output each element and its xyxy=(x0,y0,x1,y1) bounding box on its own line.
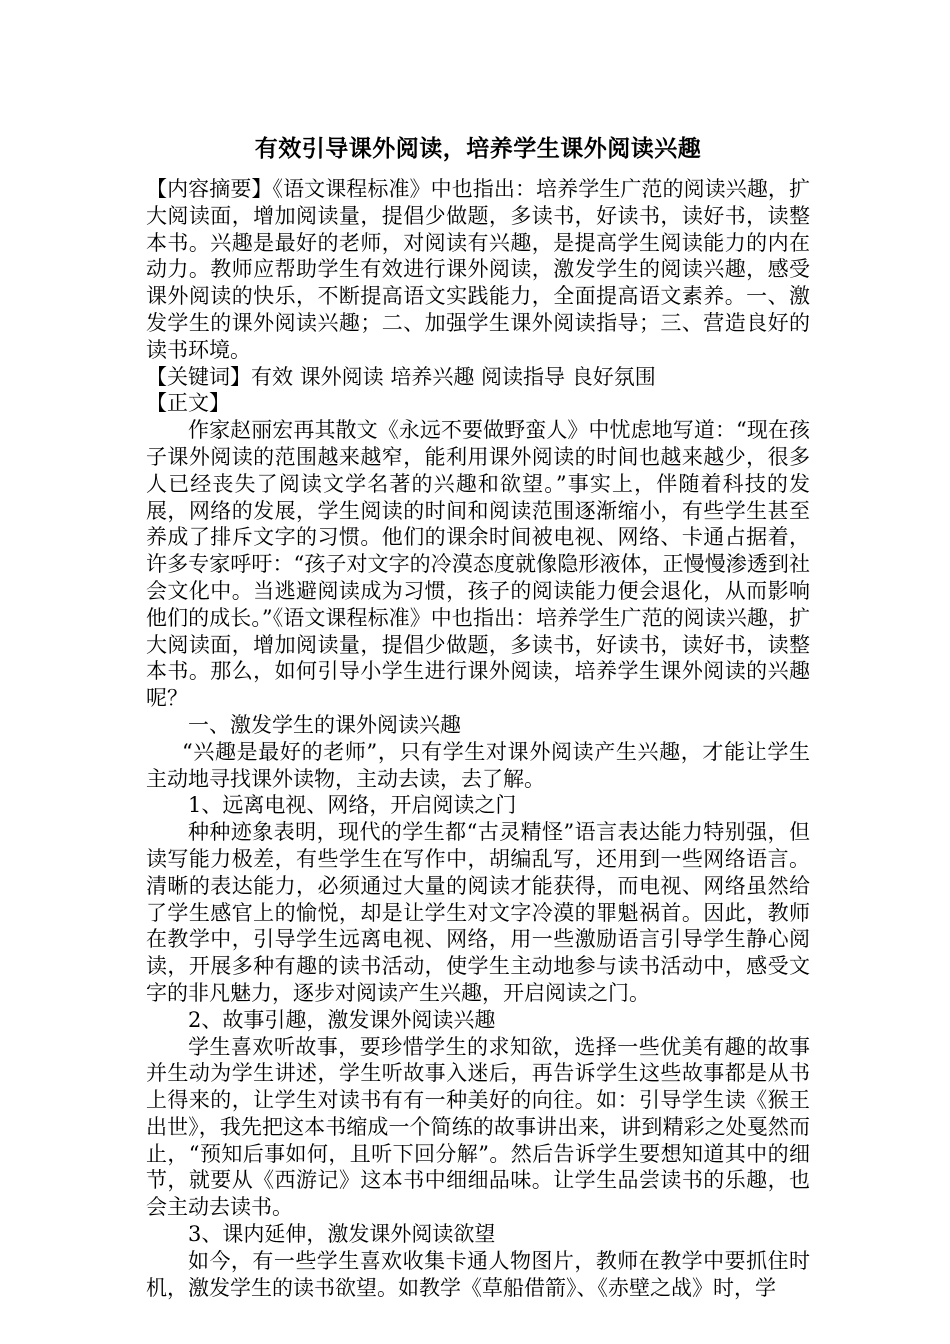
body-paragraph-stories: 学生喜欢听故事，要珍惜学生的求知欲，选择一些优美有趣的故事并生动为学生讲述，学生听故事入迷后，再告诉学生这些故事都是从书上得来的，让学生对读书有有一种美好的向往。如：引导学生读《猴王出世》，我先把这本书缩成一个简练的故事讲出来，讲到精彩之处戛然而止，“预知后事如何，且听下回分解”。然后告诉学生要想知道其中的细节，就要从《西游记》这本书中细细品味。让学生品尝读书的乐趣，也会主动去读书。 xyxy=(146,1034,810,1220)
body-paragraph-intro: 作家赵丽宏再其散文《永远不要做野蛮人》中忧虑地写道：“现在孩子课外阅读的范围越来越窄，能利用课外阅读的时间也越来越少，很多人已经丧失了阅读文学名著的兴趣和欲望。”事实上，伴随着科技的发展，网络的发展，学生阅读的时间和阅读范围逐渐缩小，有些学生甚至养成了排斥文字的习惯。他们的课余时间被电视、网络、卡通占据着，许多专家呼吁：“孩子对文字的冷漠态度就像隐形液体，正慢慢渗透到社会文化中。当逃避阅读成为习惯，孩子的阅读能力便会退化，从而影响他们的成长。”《语文课程标准》中也指出：培养学生广范的阅读兴趣，扩大阅读面，增加阅读量，提倡少做题，多读书，好读书，读好书，读整本书。那么，如何引导小学生进行课外阅读，培养学生课外阅读的兴趣呢？ xyxy=(146,418,810,711)
body-paragraph-tv-network: 种种迹象表明，现代的学生都“古灵精怪”语言表达能力特别强，但读写能力极差，有些学生在写作中，胡编乱写，还用到一些网络语言。清晰的表达能力，必须通过大量的阅读才能获得，而电视、网络虽然给了学生感官上的愉悦，却是让学生对文字冷漠的罪魁祸首。因此，教师在教学中，引导学生远离电视、网络，用一些激励语言引导学生静心阅读，开展多种有趣的读书活动，使学生主动地参与读书活动中，感受文字的非凡魅力，逐步对阅读产生兴趣，开启阅读之门。 xyxy=(146,820,810,1005)
document-page xyxy=(146,132,810,1301)
abstract-paragraph: 【内容摘要】《语文课程标准》中也指出：培养学生广范的阅读兴趣，扩大阅读面，增加阅读量，提倡少做题，多读书，好读书，读好书，读整本书。兴趣是最好的老师，对阅读有兴趣，是提高学生阅读能力的内在动力。教师应帮助学生有效进行课外阅读，激发学生的阅读兴趣，感受课外阅读的快乐，不断提高语文实践能力，全面提高语文素养。一、激发学生的课外阅读兴趣；二、加强学生课外阅读指导；三、营造良好的读书环境。 xyxy=(146,177,810,362)
keywords-line: 【关键词】有效 课外阅读 培养兴趣 阅读指导 良好氛围 xyxy=(146,364,656,389)
body-label: 【正文】 xyxy=(146,391,230,416)
body-paragraph-extension: 如今，有一些学生喜欢收集卡通人物图片，教师在教学中要抓住时机，激发学生的读书欲望。如教学《草船借箭》、《赤壁之战》时，学 xyxy=(146,1248,810,1300)
subheading-1-3: 3、课内延伸，激发课外阅读欲望 xyxy=(188,1222,496,1247)
subheading-1-1: 1、远离电视、网络，开启阅读之门 xyxy=(188,793,517,818)
document-title: 有效引导课外阅读，培养学生课外阅读兴趣 xyxy=(254,135,702,162)
subheading-1-2: 2、故事引趣，激发课外阅读兴趣 xyxy=(188,1007,496,1032)
body-paragraph-interest: “兴趣是最好的老师”，只有学生对课外阅读产生兴趣，才能让学生主动地寻找课外读物，主动去读，去了解。 xyxy=(146,739,810,791)
section-heading-1: 一、激发学生的课外阅读兴趣 xyxy=(188,712,461,737)
